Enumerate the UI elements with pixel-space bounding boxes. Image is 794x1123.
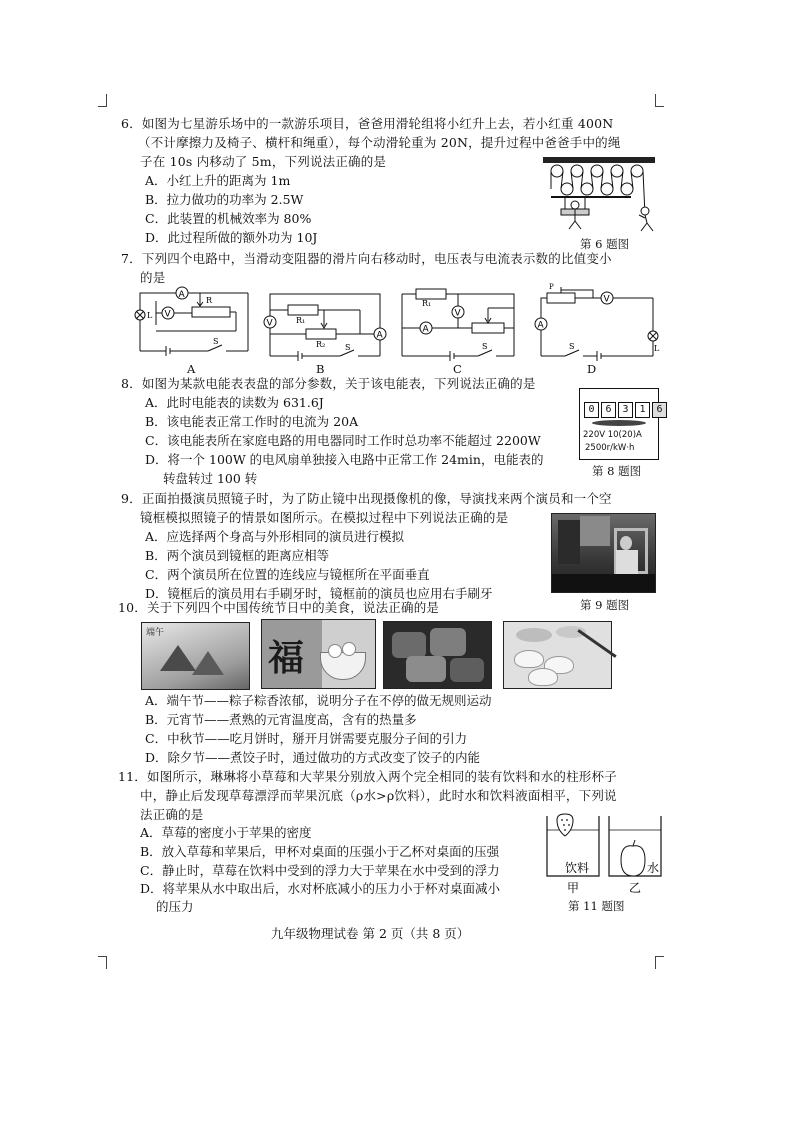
- q10-line-1: 10．关于下列四个中国传统节日中的美食，说法正确的是: [118, 600, 440, 615]
- q11-line-2: 中，静止后发现草莓漂浮而苹果沉底（ρ水>ρ饮料），此时水和饮料液面相平，下列说: [140, 788, 617, 803]
- q7b-switch-label: S: [345, 343, 351, 352]
- q7a-switch-label: S: [213, 337, 219, 346]
- q7b-ammeter-label: A: [376, 330, 383, 341]
- q10-photo-yuanxiao: [261, 619, 376, 689]
- q8-option-a: A．此时电能表的读数为 631.6J: [145, 395, 324, 410]
- q7a-ammeter-label: A: [178, 290, 185, 300]
- q7-line-1: 7．下列四个电路中，当滑动变阻器的滑片向右移动时，电压表与电流表示数的比值变小: [121, 251, 612, 266]
- q11-option-a: A．草莓的密度小于苹果的密度: [140, 825, 312, 840]
- meter-digit: 6: [601, 402, 616, 418]
- q11-label-yi: 乙: [629, 881, 642, 895]
- q7-circuit-a: [132, 283, 254, 361]
- q6-caption: 第 6 题图: [580, 237, 630, 251]
- q9-line-2: 镜框模拟照镜子的情景如图所示。在模拟过程中下列说法正确的是: [140, 510, 509, 525]
- q7d-voltmeter-label: V: [603, 294, 610, 305]
- q11-line-1: 11．如图所示，琳琳将小草莓和大苹果分别放入两个完全相同的装有饮料和水的柱形杯子: [118, 769, 617, 784]
- q6-line-2: （不计摩擦力及椅子、横杆和绳重），每个动滑轮重为 20N，提升过程中爸爸手中的绳: [138, 135, 621, 150]
- q7-label-c: C: [453, 362, 462, 376]
- q11-label-water: 水: [647, 861, 660, 875]
- q9-caption: 第 9 题图: [580, 598, 630, 612]
- q11-option-d: D．将苹果从水中取出后，水对杯底减小的压力小于杯对桌面减小: [140, 881, 501, 896]
- q7a-lamp-label: L: [147, 311, 153, 320]
- q6-line-1: 6．如图为七星游乐场中的一款游乐项目，爸爸用滑轮组将小红升上去，若小红重 400N: [121, 116, 614, 131]
- q8-meter-figure: [579, 388, 663, 460]
- q10-option-d: D．除夕节——煮饺子时，通过做功的方式改变了饺子的内能: [145, 750, 481, 765]
- q6-option-a: A．小红上升的距离为 1m: [145, 173, 291, 188]
- q8-option-d-cont: 转盘转过 100 转: [163, 471, 258, 486]
- q9-option-c: C．两个演员所在位置的连线应与镜框所在平面垂直: [145, 567, 430, 582]
- q6-option-b: B．拉力做功的功率为 2.5W: [145, 192, 304, 207]
- q10-photo-zongzi: [141, 622, 250, 690]
- meter-digit: 6: [652, 402, 667, 418]
- q6-line-3: 子在 10s 内移动了 5m，下列说法正确的是: [140, 154, 387, 169]
- q7b-voltmeter-label: V: [266, 318, 273, 329]
- q11-label-drink: 饮料: [565, 861, 590, 875]
- q9-option-b: B．两个演员到镜框的距离应相等: [145, 548, 330, 563]
- meter-digit: 3: [618, 402, 633, 418]
- q8-option-b: B．该电能表正常工作时的电流为 20A: [145, 414, 359, 429]
- crop-mark-bottom-right: [655, 956, 664, 969]
- q8-meter-line1: 220V 10(20)A: [583, 430, 642, 440]
- q9-option-a: A．应选择两个身高与外形相同的演员进行模拟: [145, 529, 405, 544]
- q11-option-b: B．放入草莓和苹果后，甲杯对桌面的压强小于乙杯对桌面的压强: [140, 844, 500, 859]
- q8-meter-disc: [590, 418, 648, 428]
- q11-option-c: C．静止时，草莓在饮料中受到的浮力大于苹果在水中受到的浮力: [140, 863, 500, 878]
- q7c-ammeter-label: A: [422, 324, 429, 335]
- q11-cups-figure: [543, 812, 665, 896]
- q7c-r1-label: R₁: [422, 299, 432, 308]
- q7-label-b: B: [316, 362, 325, 376]
- q8-line-1: 8．如图为某款电能表表盘的部分参数，关于该电能表，下列说法正确的是: [121, 376, 536, 391]
- q7-label-a: A: [187, 362, 196, 376]
- q8-caption: 第 8 题图: [592, 464, 642, 478]
- q10-photo-mooncake: [383, 621, 492, 689]
- q7b-r2-label: R₂: [316, 340, 326, 349]
- q8-meter-line2: 2500r/kW·h: [585, 443, 635, 453]
- q7-label-d: D: [587, 362, 597, 376]
- q10-option-c: C．中秋节——吃月饼时，掰开月饼需要克服分子间的引力: [145, 731, 468, 746]
- q7b-r1-label: R₁: [296, 316, 306, 325]
- crop-mark-top-left: [98, 94, 107, 107]
- q11-label-jia: 甲: [567, 881, 580, 895]
- q7a-r-label: R: [206, 296, 213, 305]
- page-footer: 九年级物理试卷 第 2 页（共 8 页）: [271, 926, 470, 941]
- crop-mark-bottom-left: [98, 956, 107, 969]
- q11-line-3: 法正确的是: [140, 807, 204, 822]
- q10-photo-dumplings: [503, 621, 612, 689]
- q10-photo1-text: 端午: [146, 628, 165, 638]
- q8-meter-digits: [584, 397, 669, 418]
- q6-option-c: C．此装置的机械效率为 80%: [145, 211, 312, 226]
- q10-photo2-text: 福: [268, 637, 305, 679]
- q7c-switch-label: S: [482, 342, 488, 351]
- q8-option-c: C．该电能表所在家庭电路的用电器同时工作时总功率不能超过 2200W: [145, 433, 541, 448]
- q7-line-2: 的是: [140, 270, 166, 285]
- q6-pulley-figure: [541, 155, 661, 233]
- q9-photo: [551, 513, 656, 593]
- q7c-voltmeter-label: V: [454, 308, 461, 319]
- q7d-p-label: P: [549, 283, 554, 291]
- q6-option-d: D．此过程所做的额外功为 10J: [145, 230, 318, 245]
- q11-option-d-cont: 的压力: [156, 899, 194, 914]
- q7-circuit-c: [396, 290, 520, 364]
- q7d-lamp-label: L: [654, 344, 660, 353]
- q10-option-a: A．端午节——粽子粽香浓郁，说明分子在不停的做无规则运动: [145, 693, 492, 708]
- q7a-voltmeter-label: V: [164, 309, 171, 320]
- q7-circuit-d: [533, 283, 661, 364]
- crop-mark-top-right: [655, 94, 664, 107]
- q11-caption: 第 11 题图: [568, 899, 625, 913]
- q10-option-b: B．元宵节——煮熟的元宵温度高，含有的热量多: [145, 712, 417, 727]
- q9-option-d: D．镜框后的演员用右手刷牙时，镜框前的演员也应用右手刷牙: [145, 586, 493, 601]
- q7d-switch-label: S: [569, 342, 575, 351]
- q7d-ammeter-label: A: [537, 320, 544, 331]
- meter-digit: 0: [584, 402, 599, 418]
- q7-circuit-b: [260, 290, 386, 364]
- meter-digit: 1: [635, 402, 650, 418]
- q8-option-d: D．将一个 100W 的电风扇单独接入电路中正常工作 24min，电能表的: [145, 452, 544, 467]
- q9-line-1: 9．正面拍摄演员照镜子时，为了防止镜中出现摄像机的像，导演找来两个演员和一个空: [121, 491, 612, 506]
